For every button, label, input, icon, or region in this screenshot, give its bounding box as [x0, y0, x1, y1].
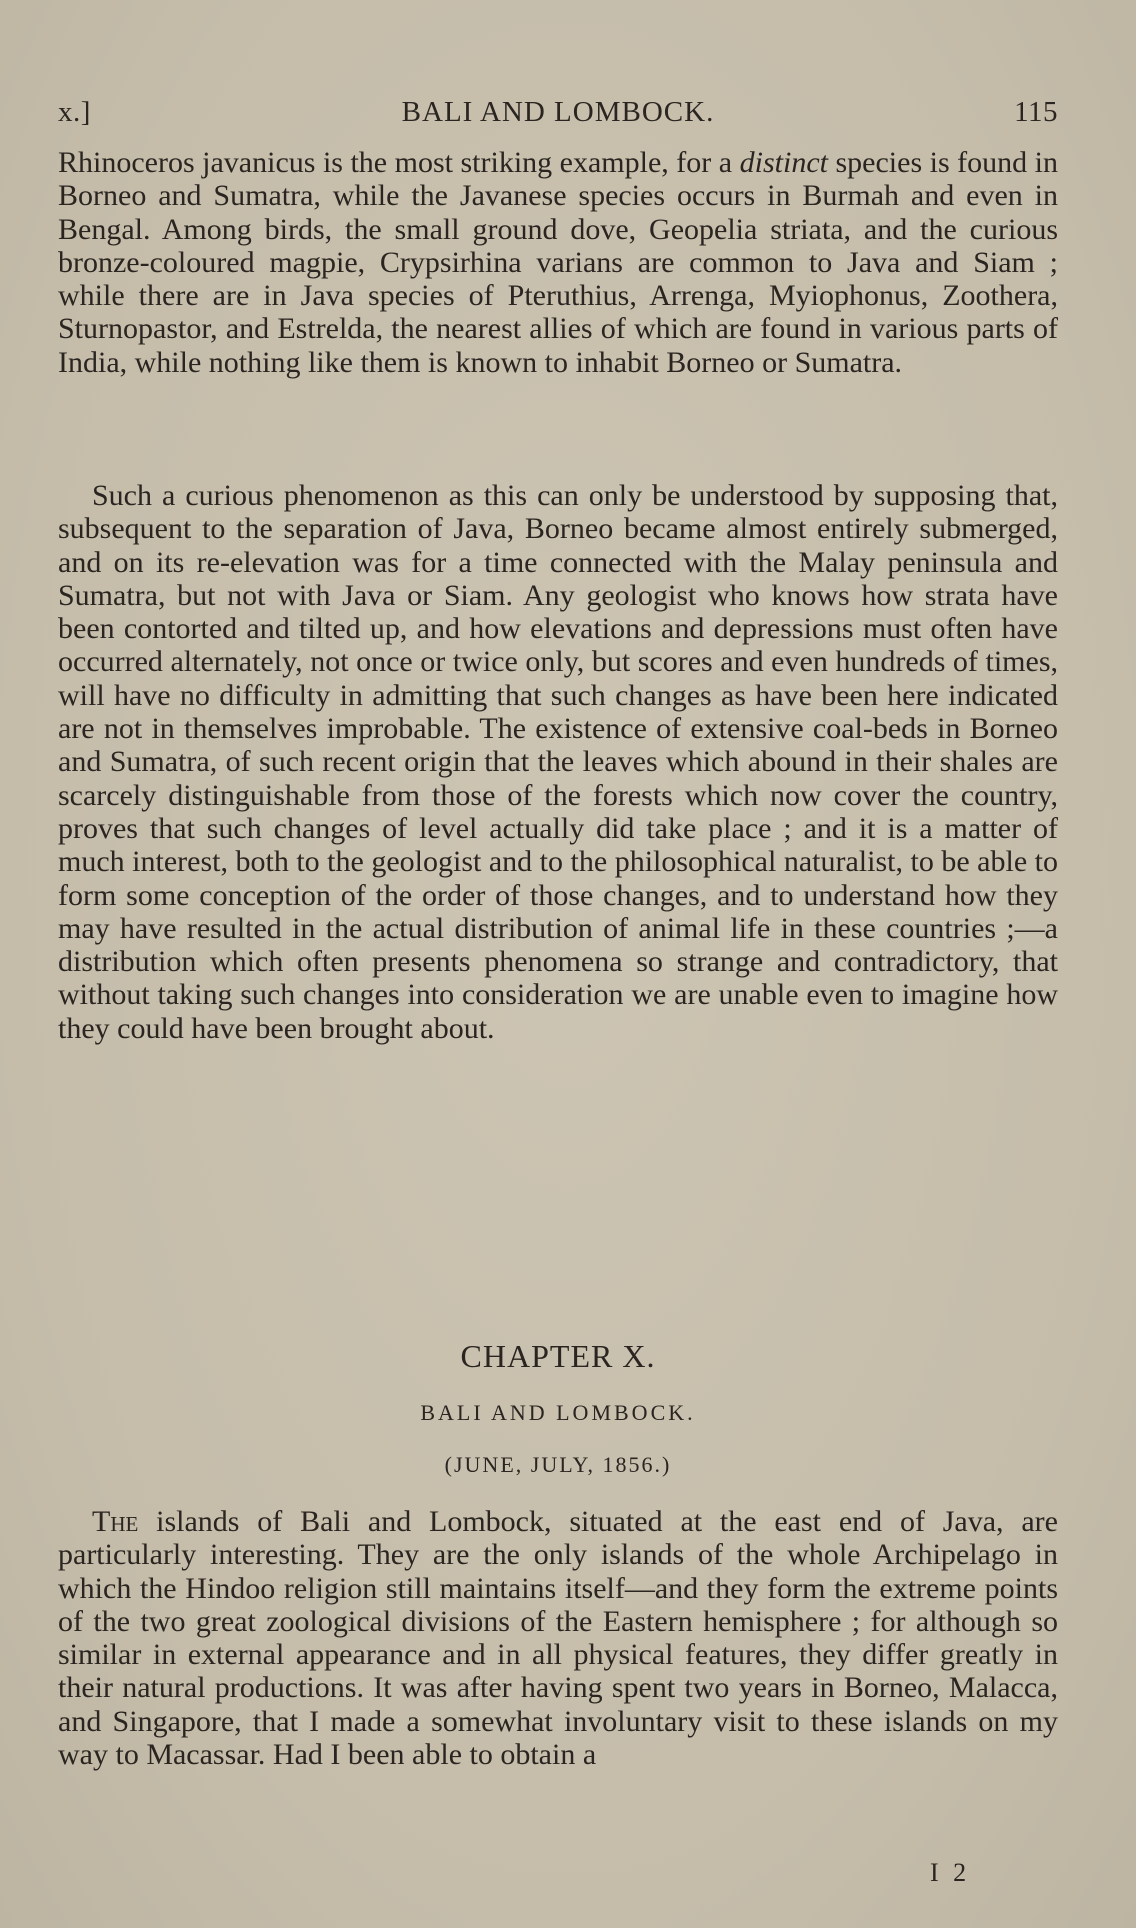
- chapter-subtitle: BALI AND LOMBOCK.: [420, 1400, 696, 1425]
- chapter-title: CHAPTER X.: [460, 1338, 656, 1374]
- paragraph-text: species is found in Borneo and Sumatra, while the Javanese species occurs in Burmah and even in Bengal. Among birds, the small ground dove, Geopelia striata, and the curious bronze-coloured magpie, Crypsirhina varians are common to Java and Siam ; while there are in Java species of Pteruthius, Arrenga, Myiophonus, Zoothera, Sturnopastor, and Estrelda, the nearest allies of which are found in various parts of India, while nothing like them is known to inhabit Borneo or Sumatra.: [58, 146, 1058, 379]
- paragraph-text: Rhinoceros javanicus is the most striking example, for a: [58, 146, 740, 179]
- section-marker: x.]: [58, 96, 91, 128]
- page-number: 115: [1014, 96, 1058, 128]
- running-head: [58, 96, 1058, 136]
- paragraph-text: Such a curious phenomenon as this can only be understood by supposing that, subsequent to the separation of Java, Borneo became almost entirely submerged, and on its re-elevation was for a time connected with the Malay peninsula and Sumatra, but not with Java or Siam. Any geologist who knows how strata have been contorted and tilted up, and how elevations and depressions must often have occurred alternately, not once or twice only, but scores and even hundreds of times, will have no difficulty in admitting that such changes as have been here indicated are not in themselves improbable. The existence of extensive coal-beds in Borneo and Sumatra, of such recent origin that the leaves which abound in their shales are scarcely distinguishable from those of the forests which now cover the country, proves that such changes of level actually did take place ; and it is a matter of much interest, both to the geologist and to the philosophical naturalist, to be able to form some conception of the order of those changes, and to understand how they may have resulted in the actual distribution of animal life in these countries ;—a distribution which often presents phenomena so strange and contradictory, that without taking such changes into consideration we are unable even to imagine how they could have been brought about.: [58, 479, 1058, 1045]
- opening-word: The: [92, 1505, 139, 1538]
- signature-mark: I 2: [930, 1858, 971, 1887]
- italic-word: distinct: [739, 146, 828, 179]
- paragraph-bali-lombock: [58, 1505, 1058, 1771]
- paragraph-phenomenon: [58, 479, 1058, 1045]
- running-title: BALI AND LOMBOCK.: [401, 96, 715, 128]
- chapter-date: (JUNE, JULY, 1856.): [444, 1452, 672, 1477]
- paragraph-rhinoceros: [58, 146, 1058, 379]
- paragraph-text: islands of Bali and Lombock, situated at the east end of Java, are particularly interesting. They are the only islands of the whole Archipelago in which the Hindoo religion still maintains itself—and they form the extreme points of the two great zoological divisions of the Eastern hemisphere ; for although so similar in external appearance and in all physical features, they differ greatly in their natural productions. It was after having spent two years in Borneo, Malacca, and Singapore, that I made a somewhat involuntary visit to these islands on my way to Macassar. Had I been able to obtain a: [58, 1505, 1058, 1772]
